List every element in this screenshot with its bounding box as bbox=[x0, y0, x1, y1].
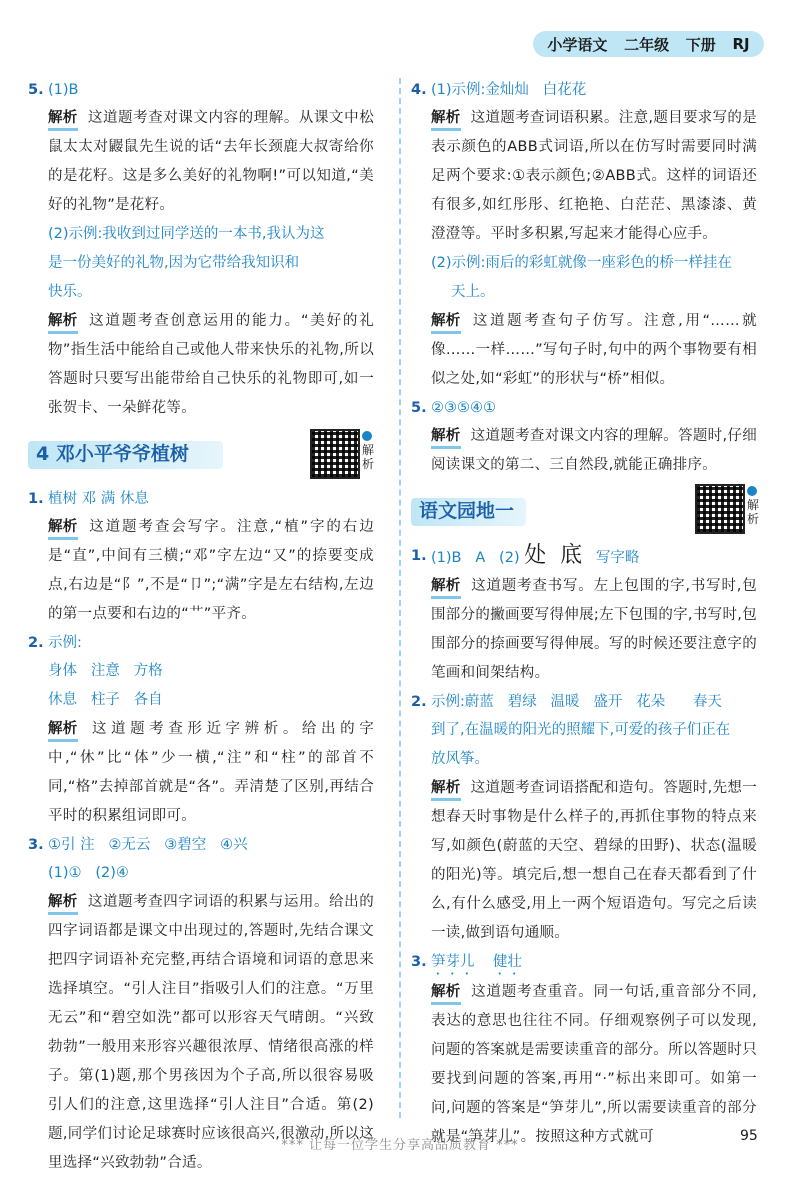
qr-code-icon[interactable] bbox=[695, 484, 745, 534]
right-q4-analysis1: 解析 这道题考查词语积累。注意,题目要求写的是表示颜色的ABB式词语,所以在仿写时需要同时满足两个要求:①表示颜色;②ABB式。这样的词语还有很多,如红彤彤、红艳艳、白茫茫、黑漆漆、黄澄澄等。平时多积累,写起来才能得心应手。 bbox=[431, 110, 757, 242]
question-number: 3. bbox=[411, 954, 427, 970]
left-column bbox=[28, 76, 374, 1178]
written-char-2: 底 bbox=[560, 543, 583, 568]
page-number: 95 bbox=[740, 1128, 758, 1144]
left-q5-analysis1: 解析 这道题考查对课文内容的理解。从课文中松鼠太太对鼹鼠先生说的话“去年长颈鹿大叔寄给你的是花籽。这是多么美好的礼物啊!”可以知道,“美好的礼物”是花籽。 bbox=[48, 110, 374, 213]
written-char-1: 处 bbox=[524, 543, 547, 568]
analysis-tag: 解析 bbox=[431, 576, 461, 599]
garden-title: 语文园地一 解析 bbox=[411, 490, 757, 534]
question-number: 5. bbox=[28, 82, 44, 98]
analysis-tag: 解析 bbox=[431, 108, 461, 131]
header-subject: 小学语文 bbox=[547, 35, 608, 54]
left-q2-label: 2. 示例: bbox=[28, 629, 374, 657]
left-q1-answer: 1. 植树 邓 满 休息 bbox=[28, 485, 374, 513]
column-divider bbox=[399, 78, 401, 1118]
play-icon bbox=[747, 486, 757, 496]
analysis-tag: 解析 bbox=[431, 426, 461, 449]
header-grade: 二年级 bbox=[624, 35, 670, 54]
question-number: 1. bbox=[28, 491, 44, 507]
play-icon bbox=[362, 431, 372, 441]
left-q5-answer1: 5. (1)B bbox=[28, 76, 374, 104]
analysis-tag: 解析 bbox=[48, 311, 78, 334]
analysis-tag: 解析 bbox=[48, 892, 78, 915]
left-q5-answer2: (2)示例:我收到过同学送的一本书,我认为这 是一份美好的礼物,因为它带给我知识和 快乐。 bbox=[48, 226, 325, 300]
analysis-tag: 解析 bbox=[431, 778, 461, 801]
header-edition: RJ bbox=[732, 35, 750, 53]
right-q2-analysis: 解析 这道题考查词语搭配和造句。答题时,先想一想春天时事物是什么样子的,再抓住事物的特点来写,如颜色(蔚蓝的天空、碧绿的田野)、状态(温暖的阳光)等。填完后,想一想自己在春天都看到了什么,有什么感受,用上一两个短语造句。写完之后读一读,做到语句通顺。 bbox=[431, 780, 757, 941]
left-q3-answer2: (1)① (2)④ bbox=[48, 865, 129, 881]
analysis-tag: 解析 bbox=[48, 719, 78, 742]
right-q1-analysis: 解析 这道题考查书写。左上包围的字,书写时,包围部分的撇画要写得伸展;左下包围的字,书写时,包围部分的捺画要写得伸展。写的时候还要注意字的笔画和间架结构。 bbox=[431, 578, 757, 681]
question-number: 2. bbox=[28, 635, 44, 651]
analysis-tag: 解析 bbox=[431, 311, 461, 334]
left-q2-analysis: 解析 这道题考查形近字辨析。给出的字中,“休”比“体”少一横,“注”和“柱”的部首不同,“格”去掉部首就是“各”。弄清楚了区别,再结合平时的积累组词即可。 bbox=[48, 721, 374, 824]
right-q5-analysis: 解析 这道题考查对课文内容的理解。答题时,仔细阅读课文的第二、三自然段,就能正确排序。 bbox=[431, 428, 757, 473]
left-q2-answers: 身体 注意 方格 休息 柱子 各自 bbox=[48, 663, 163, 708]
right-q1-answer: 1. (1)B A (2) 处 底 写字略 bbox=[411, 542, 757, 572]
right-column bbox=[411, 76, 760, 1152]
left-q5-analysis2: 解析 这道题考查创意运用的能力。“美好的礼物”指生活中能给自己或他人带来快乐的礼物,所以答题时只要写出能带给自己快乐的礼物即可,如一张贺卡、一朵鲜花等。 bbox=[48, 313, 374, 416]
question-number: 3. bbox=[28, 837, 44, 853]
question-number: 2. bbox=[411, 694, 427, 710]
left-q1-analysis: 解析 这道题考查会写字。注意,“植”字的右边是“直”,中间有三横;“邓”字左边“又”的捺要变成点,右边是“阝”,不是“卩”;“满”字是左右结构,左边的第一点要和右边的“艹”平齐。 bbox=[48, 519, 374, 622]
header-bar bbox=[533, 31, 764, 57]
right-q3-answer: 3. 笋芽儿 健壮 bbox=[411, 948, 757, 978]
lesson-4-title: 4 邓小平爷爷植树 解析 bbox=[28, 433, 374, 477]
left-q3-analysis: 解析 这道题考查四字词语的积累与运用。给出的四字词语都是课文中出现过的,答题时,先结合课文把四字词语补充完整,再结合语境和词语的意思来选择填空。“引人注目”指吸引人们的注意。“万里无云”和“碧空如洗”都可以形容天气晴朗。“兴致勃勃”一般用来形容兴趣很浓厚、情绪很高涨的样子。第(1)题,那个男孩因为个子高,所以很容易吸引人们的注意,这里选择“引人注目”合适。第(2)题,同学们讨论足球赛时应该很高兴,很激动,所以这里选择“兴致勃勃”合适。 bbox=[48, 894, 374, 1171]
right-q5-answer: 5. ②③⑤④① bbox=[411, 394, 757, 422]
right-q4-answer1: 4. (1)示例:金灿灿 白花花 bbox=[411, 76, 757, 104]
analysis-tag: 解析 bbox=[48, 108, 78, 131]
right-q2-answer-cont: 到了,在温暖的阳光的照耀下,可爱的孩子们正在 放风筝。 bbox=[431, 722, 731, 767]
qr-label: 解析 bbox=[362, 443, 375, 471]
right-q4-answer2: (2)示例:雨后的彩虹就像一座彩色的桥一样挂在 天上。 bbox=[431, 255, 732, 300]
analysis-tag: 解析 bbox=[431, 982, 461, 1005]
left-q3-answer1: 3. ①引 注 ②无云 ③碧空 ④兴 bbox=[28, 831, 374, 859]
analysis-tag: 解析 bbox=[48, 517, 78, 540]
question-number: 5. bbox=[411, 400, 427, 416]
question-number: 4. bbox=[411, 82, 427, 98]
question-number: 1. bbox=[411, 548, 427, 564]
right-q3-analysis: 解析 这道题考查重音。同一句话,重音部分不同,表达的意思也往往不同。仔细观察例子可以发现,问题的答案就是需要读重音的部分。所以答题时只要找到问题的答案,再用“·”标出来即可。如第一问,问题的答案是“笋芽儿”,所以需要读重音的部分就是“笋芽儿”。按照这种方式就可 bbox=[431, 984, 757, 1145]
right-q4-analysis2: 解析 这道题考查句子仿写。注意,用“……就像……一样……”写句子时,句中的两个事物要有相似之处,如“彩虹”的形状与“桥”相似。 bbox=[431, 313, 757, 387]
footer-slogan: *** 让每一位学生分享高品质教育 *** bbox=[281, 1138, 519, 1153]
qr-label: 解析 bbox=[747, 498, 760, 526]
right-q2-answer: 2. 示例:蔚蓝 碧绿 温暖 盛开 花朵 春天 bbox=[411, 688, 757, 716]
header-volume: 下册 bbox=[685, 35, 716, 54]
qr-code-icon[interactable] bbox=[310, 429, 360, 479]
